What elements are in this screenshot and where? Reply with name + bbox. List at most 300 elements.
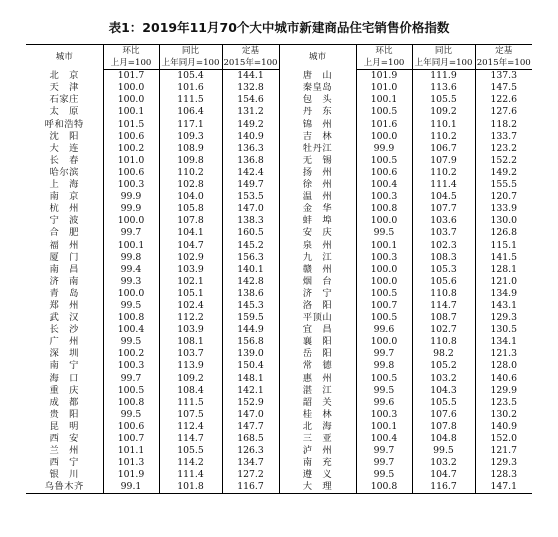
yoy-value: 111.4 [159, 469, 222, 481]
base-value: 143.1 [475, 300, 532, 312]
table-row [26, 336, 532, 348]
base-value: 138.3 [222, 215, 279, 227]
city-name: 北 京 [49, 69, 79, 81]
table-row [26, 300, 532, 312]
header-base-sub-left: 2015年=100 [223, 58, 278, 69]
city-name: 郑 州 [49, 299, 79, 311]
base-value: 134.7 [222, 457, 279, 469]
city-name: 兰 州 [49, 445, 79, 457]
header-yoy-sub-right: 上年同月=100 [412, 57, 475, 70]
yoy-value: 116.7 [412, 481, 475, 494]
base-value: 152.9 [222, 397, 279, 409]
yoy-value: 102.4 [159, 300, 222, 312]
yoy-value: 102.9 [159, 252, 222, 264]
mom-value: 100.8 [356, 481, 412, 494]
base-value: 116.7 [222, 481, 279, 494]
yoy-value: 109.3 [159, 131, 222, 143]
table-row [26, 82, 532, 94]
mom-value: 100.3 [356, 409, 412, 421]
mom-value: 99.7 [356, 457, 412, 469]
mom-value: 100.0 [356, 336, 412, 348]
city-name: 合 肥 [49, 227, 79, 239]
yoy-value: 110.8 [412, 288, 475, 300]
base-value: 147.7 [222, 421, 279, 433]
city-name: 深 圳 [49, 348, 79, 360]
city-name: 南 京 [49, 191, 79, 203]
city-name: 乌鲁木齐 [26, 481, 103, 494]
base-value: 160.5 [222, 227, 279, 239]
yoy-value: 111.4 [412, 179, 475, 191]
mom-value: 100.3 [356, 191, 412, 203]
city-name: 泸 州 [279, 445, 356, 457]
city-name: 宁 波 [49, 215, 79, 227]
yoy-value: 104.7 [159, 240, 222, 252]
city-name: 呼和浩特 [44, 118, 84, 130]
yoy-value: 105.5 [412, 94, 475, 106]
base-value: 121.0 [475, 276, 532, 288]
city-name: 杭 州 [49, 203, 79, 215]
city-name: 遵 义 [279, 469, 356, 481]
city-name: 赣 州 [279, 264, 356, 276]
city-name: 沈 阳 [49, 130, 79, 142]
base-value: 127.2 [222, 469, 279, 481]
mom-value: 99.5 [356, 469, 412, 481]
mom-value: 100.5 [103, 385, 159, 397]
city-name: 武 汉 [49, 312, 79, 324]
mom-value: 99.7 [356, 445, 412, 457]
table-body [26, 70, 532, 494]
mom-value: 99.8 [103, 252, 159, 264]
mom-value: 100.1 [356, 240, 412, 252]
base-value: 159.5 [222, 312, 279, 324]
city-name: 宜 昌 [279, 324, 356, 336]
mom-value: 101.7 [103, 70, 159, 83]
yoy-value: 107.5 [159, 409, 222, 421]
yoy-value: 105.4 [159, 70, 222, 83]
yoy-value: 108.1 [159, 336, 222, 348]
city-name: 石家庄 [49, 94, 79, 106]
base-value: 138.6 [222, 288, 279, 300]
mom-value: 100.4 [356, 179, 412, 191]
table-row [26, 215, 532, 227]
price-index-table [26, 44, 532, 494]
city-name: 徐 州 [279, 179, 356, 191]
city-name: 秦皇岛 [279, 82, 356, 94]
mom-value: 99.5 [103, 300, 159, 312]
header-yoy-left: 同比 [159, 45, 222, 58]
mom-value: 100.7 [103, 433, 159, 445]
base-value: 141.5 [475, 252, 532, 264]
mom-value: 101.0 [356, 82, 412, 94]
table-row [26, 227, 532, 239]
yoy-value: 107.8 [159, 215, 222, 227]
mom-value: 100.6 [103, 421, 159, 433]
mom-value: 99.4 [103, 264, 159, 276]
base-value: 130.0 [475, 215, 532, 227]
base-value: 127.6 [475, 106, 532, 118]
table-row [26, 373, 532, 385]
yoy-value: 101.6 [159, 82, 222, 94]
mom-value: 100.2 [103, 348, 159, 360]
yoy-value: 104.3 [412, 385, 475, 397]
table-row [26, 409, 532, 421]
base-value: 142.1 [222, 385, 279, 397]
city-name: 哈尔滨 [49, 166, 79, 178]
city-name: 大 连 [49, 142, 79, 154]
yoy-value: 103.2 [412, 373, 475, 385]
base-value: 134.9 [475, 288, 532, 300]
city-name: 济 南 [49, 275, 79, 287]
yoy-value: 106.7 [412, 143, 475, 155]
table-row [26, 203, 532, 215]
table-row [26, 179, 532, 191]
base-value: 154.6 [222, 94, 279, 106]
city-name: 北 海 [279, 421, 356, 433]
base-value: 148.1 [222, 373, 279, 385]
header-mom-sub-left: 上月=100 [103, 57, 159, 70]
yoy-value: 114.7 [412, 300, 475, 312]
yoy-value: 111.5 [159, 397, 222, 409]
header-mom-left: 环比 [103, 45, 159, 58]
base-value: 152.2 [475, 155, 532, 167]
table-row [26, 252, 532, 264]
city-name: 太 原 [49, 106, 79, 118]
yoy-value: 112.4 [159, 421, 222, 433]
base-value: 142.8 [222, 276, 279, 288]
yoy-value: 103.6 [412, 215, 475, 227]
base-value: 144.1 [222, 70, 279, 83]
table-row [26, 143, 532, 155]
city-name: 洛 阳 [279, 300, 356, 312]
city-name: 南 充 [279, 457, 356, 469]
yoy-value: 110.2 [412, 131, 475, 143]
yoy-value: 102.3 [412, 240, 475, 252]
mom-value: 100.5 [356, 155, 412, 167]
base-value: 129.9 [475, 385, 532, 397]
yoy-value: 104.8 [412, 433, 475, 445]
mom-value: 99.7 [103, 227, 159, 239]
yoy-value: 104.0 [159, 191, 222, 203]
mom-value: 101.5 [103, 119, 159, 131]
city-name: 韶 关 [279, 397, 356, 409]
city-name: 大 理 [279, 481, 356, 494]
mom-value: 99.3 [103, 276, 159, 288]
mom-value: 99.9 [103, 203, 159, 215]
mom-value: 100.8 [356, 203, 412, 215]
base-value: 142.4 [222, 167, 279, 179]
table-row [26, 312, 532, 324]
yoy-value: 103.7 [159, 348, 222, 360]
table-row [26, 421, 532, 433]
header-mom-right: 环比 [356, 45, 412, 58]
base-value: 147.0 [222, 203, 279, 215]
yoy-value: 110.2 [159, 167, 222, 179]
city-name: 常 德 [279, 360, 356, 372]
mom-value: 100.6 [103, 167, 159, 179]
city-name: 长 春 [49, 154, 79, 166]
city-name: 天 津 [49, 82, 79, 94]
yoy-value: 107.7 [412, 203, 475, 215]
base-value: 137.3 [475, 70, 532, 83]
table-title: 表1：2019年11月70个大中城市新建商品住宅销售价格指数 [108, 20, 450, 35]
base-value: 136.8 [222, 155, 279, 167]
yoy-value: 107.8 [412, 421, 475, 433]
yoy-value: 108.4 [159, 385, 222, 397]
yoy-value: 98.2 [412, 348, 475, 360]
mom-value: 100.2 [103, 143, 159, 155]
base-value: 152.0 [475, 433, 532, 445]
city-name: 厦 门 [49, 251, 79, 263]
base-value: 122.6 [475, 94, 532, 106]
mom-value: 100.5 [356, 106, 412, 118]
base-value: 118.2 [475, 119, 532, 131]
mom-value: 99.9 [103, 191, 159, 203]
base-value: 128.3 [475, 469, 532, 481]
yoy-value: 108.3 [412, 252, 475, 264]
yoy-value: 105.1 [159, 288, 222, 300]
table-row [26, 94, 532, 106]
city-name: 南 昌 [49, 263, 79, 275]
yoy-value: 109.2 [159, 373, 222, 385]
base-value: 140.9 [222, 131, 279, 143]
header-mom-sub-right: 上月=100 [356, 57, 412, 70]
mom-value: 99.5 [103, 336, 159, 348]
city-name: 昆 明 [49, 420, 79, 432]
city-name: 上 海 [49, 179, 79, 191]
base-value: 129.3 [475, 312, 532, 324]
base-value: 140.6 [475, 373, 532, 385]
mom-value: 101.0 [103, 155, 159, 167]
mom-value: 100.6 [103, 131, 159, 143]
yoy-value: 103.9 [159, 324, 222, 336]
header-city-right: 城市 [279, 45, 356, 70]
base-value: 130.5 [475, 324, 532, 336]
yoy-value: 104.5 [412, 191, 475, 203]
mom-value: 100.5 [356, 373, 412, 385]
table-row [26, 397, 532, 409]
table-row [26, 348, 532, 360]
mom-value: 101.1 [103, 445, 159, 457]
city-name: 湛 江 [279, 385, 356, 397]
base-value: 156.3 [222, 252, 279, 264]
table-row [26, 288, 532, 300]
base-value: 150.4 [222, 360, 279, 372]
city-name: 九 江 [279, 252, 356, 264]
city-name: 蚌 埠 [279, 215, 356, 227]
city-name: 重 庆 [49, 384, 79, 396]
base-value: 132.8 [222, 82, 279, 94]
table-row [26, 385, 532, 397]
base-value: 129.3 [475, 457, 532, 469]
base-value: 155.5 [475, 179, 532, 191]
mom-value: 100.1 [356, 94, 412, 106]
mom-value: 100.1 [103, 240, 159, 252]
yoy-value: 105.5 [159, 445, 222, 457]
yoy-value: 103.7 [412, 227, 475, 239]
mom-value: 99.5 [356, 227, 412, 239]
base-value: 136.3 [222, 143, 279, 155]
base-value: 126.8 [475, 227, 532, 239]
mom-value: 101.3 [103, 457, 159, 469]
yoy-value: 111.5 [159, 94, 222, 106]
yoy-value: 105.2 [412, 360, 475, 372]
base-value: 149.7 [222, 179, 279, 191]
table-row [26, 469, 532, 481]
city-name: 广 州 [49, 336, 79, 348]
base-value: 149.2 [222, 119, 279, 131]
yoy-value: 114.7 [159, 433, 222, 445]
yoy-value: 107.6 [412, 409, 475, 421]
city-name: 唐 山 [279, 70, 356, 83]
header-base-sub-right: 2015年=100 [476, 58, 531, 69]
mom-value: 100.0 [356, 264, 412, 276]
city-name: 成 都 [49, 396, 79, 408]
table-row [26, 119, 532, 131]
table-row [26, 155, 532, 167]
mom-value: 100.6 [356, 167, 412, 179]
mom-value: 99.5 [356, 385, 412, 397]
mom-value: 99.1 [103, 481, 159, 494]
base-value: 133.7 [475, 131, 532, 143]
city-name: 泉 州 [279, 240, 356, 252]
base-value: 121.3 [475, 348, 532, 360]
base-value: 130.2 [475, 409, 532, 421]
mom-value: 99.6 [356, 324, 412, 336]
yoy-value: 110.1 [412, 119, 475, 131]
base-value: 133.9 [475, 203, 532, 215]
city-name: 丹 东 [279, 106, 356, 118]
table-row [26, 240, 532, 252]
yoy-value: 108.9 [159, 143, 222, 155]
yoy-value: 108.7 [412, 312, 475, 324]
base-value: 134.1 [475, 336, 532, 348]
mom-value: 99.7 [103, 373, 159, 385]
yoy-value: 102.8 [159, 179, 222, 191]
table-row [26, 167, 532, 179]
header-base-left: 定基 [222, 45, 279, 58]
table-row [26, 131, 532, 143]
city-name: 牡丹江 [279, 143, 356, 155]
mom-value: 100.3 [103, 179, 159, 191]
base-value: 145.2 [222, 240, 279, 252]
yoy-value: 102.7 [412, 324, 475, 336]
header-city-left: 城市 [26, 45, 103, 70]
mom-value: 100.7 [356, 300, 412, 312]
yoy-value: 113.6 [412, 82, 475, 94]
mom-value: 100.0 [356, 131, 412, 143]
mom-value: 101.9 [103, 469, 159, 481]
city-name: 岳 阳 [279, 348, 356, 360]
city-name: 惠 州 [279, 373, 356, 385]
mom-value: 99.9 [356, 143, 412, 155]
mom-value: 100.5 [356, 312, 412, 324]
yoy-value: 109.2 [412, 106, 475, 118]
mom-value: 100.0 [103, 288, 159, 300]
city-name: 西 宁 [49, 457, 79, 469]
yoy-value: 117.1 [159, 119, 222, 131]
city-name: 福 州 [49, 239, 79, 251]
yoy-value: 109.8 [159, 155, 222, 167]
base-value: 123.2 [475, 143, 532, 155]
base-value: 140.1 [222, 264, 279, 276]
mom-value: 99.8 [356, 360, 412, 372]
city-name: 温 州 [279, 191, 356, 203]
base-value: 147.0 [222, 409, 279, 421]
table-row [26, 457, 532, 469]
city-name: 桂 林 [279, 409, 356, 421]
city-name: 西 安 [49, 433, 79, 444]
mom-value: 100.0 [103, 82, 159, 94]
mom-value: 101.9 [356, 70, 412, 83]
yoy-value: 104.7 [412, 469, 475, 481]
table-row [26, 360, 532, 372]
base-value: 120.7 [475, 191, 532, 203]
city-name: 金 华 [279, 203, 356, 215]
base-value: 115.1 [475, 240, 532, 252]
city-name: 济 宁 [279, 288, 356, 300]
city-name: 扬 州 [279, 167, 356, 179]
base-value: 147.5 [475, 82, 532, 94]
base-value: 153.5 [222, 191, 279, 203]
yoy-value: 105.5 [412, 397, 475, 409]
base-value: 140.9 [475, 421, 532, 433]
base-value: 126.3 [222, 445, 279, 457]
mom-value: 100.0 [356, 215, 412, 227]
city-name: 银 川 [49, 469, 79, 481]
yoy-value: 104.1 [159, 227, 222, 239]
yoy-value: 101.8 [159, 481, 222, 494]
mom-value: 100.8 [103, 397, 159, 409]
city-name: 南 宁 [49, 360, 79, 372]
yoy-value: 110.8 [412, 336, 475, 348]
base-value: 131.2 [222, 106, 279, 118]
yoy-value: 114.2 [159, 457, 222, 469]
header-yoy-right: 同比 [412, 45, 475, 58]
yoy-value: 103.2 [412, 457, 475, 469]
table-row [26, 191, 532, 203]
table-row [26, 433, 532, 445]
yoy-value: 107.9 [412, 155, 475, 167]
mom-value: 100.0 [103, 215, 159, 227]
table-row [26, 106, 532, 118]
city-name: 三 亚 [279, 433, 356, 445]
yoy-value: 105.8 [159, 203, 222, 215]
base-value: 123.5 [475, 397, 532, 409]
mom-value: 100.4 [356, 433, 412, 445]
yoy-value: 111.9 [412, 70, 475, 83]
yoy-value: 105.3 [412, 264, 475, 276]
mom-value: 99.5 [103, 409, 159, 421]
mom-value: 99.7 [356, 348, 412, 360]
mom-value: 100.1 [356, 421, 412, 433]
table-row [26, 481, 532, 494]
yoy-value: 113.9 [159, 360, 222, 372]
yoy-value: 106.4 [159, 106, 222, 118]
table-row [26, 276, 532, 288]
city-name: 青 岛 [49, 287, 79, 299]
city-name: 襄 阳 [279, 336, 356, 348]
mom-value: 101.6 [356, 119, 412, 131]
base-value: 139.0 [222, 348, 279, 360]
table-row [26, 445, 532, 457]
base-value: 147.1 [475, 481, 532, 494]
header-base-right: 定基 [475, 45, 532, 58]
yoy-value: 103.9 [159, 264, 222, 276]
base-value: 128.0 [475, 360, 532, 372]
mom-value: 100.3 [356, 252, 412, 264]
header-yoy-sub-left: 上年同月=100 [159, 57, 222, 70]
base-value: 144.9 [222, 324, 279, 336]
